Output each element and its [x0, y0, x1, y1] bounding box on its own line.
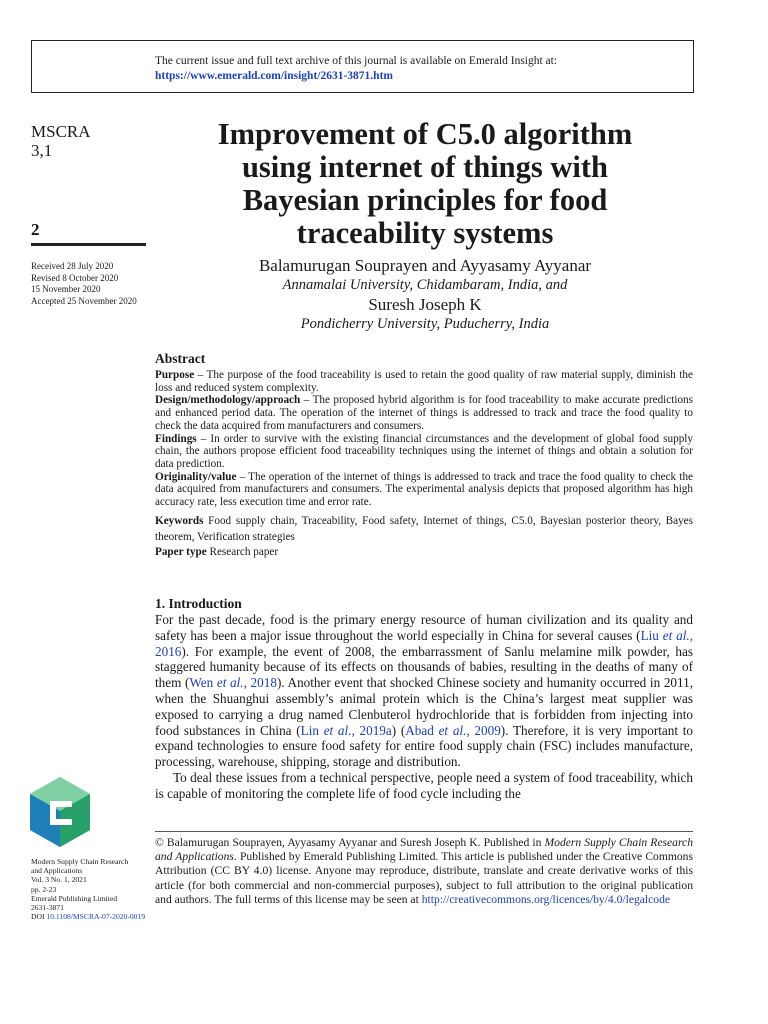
- abstract-paper-type: [155, 546, 693, 559]
- abstract-findings: [155, 433, 693, 471]
- originality-text: – The operation of the internet of things is addressed to track and trace the food quality to check the data acquired from manufacturers and consumers. The experimental analysis depicts that proposed algorithm has high accuracy rate, less execution time and error rate.: [155, 470, 693, 509]
- findings-text: – In order to survive with the existing financial circumstances and the development of global food supply chain, the authors propose efficient food traceability techniques using the internet of things and obtain a solution for data prediction.: [155, 432, 693, 470]
- design-label: Design/methodology/approach: [155, 394, 301, 407]
- date-revised: Revised 8 October 2020: [31, 272, 119, 283]
- ref-year: , 2019a: [351, 722, 392, 738]
- footnote-text: . Published by Emerald Publishing Limited. This article is published under the Creative Commons Attribution (CC BY 4.0) license. Anyone may reproduce, distribute, translate and create derivative works of this article (for both commercial and non-commercial purposes), subject to full attribution to the original publication and authors. The full terms of this license may be seen at: [155, 850, 693, 906]
- pubinfo-line: Modern Supply Chain Research: [31, 857, 129, 866]
- ref-etal: et al.: [323, 722, 352, 738]
- papertype-text: Research paper: [206, 545, 279, 558]
- findings-label: Findings: [155, 432, 197, 445]
- ref-year: , 2016: [155, 627, 693, 659]
- originality-label: Originality/value: [155, 470, 237, 483]
- volume-issue: 3,1: [31, 141, 53, 160]
- pubinfo-line: and Applications: [31, 866, 83, 876]
- ref-wen-2018[interactable]: [189, 675, 277, 690]
- title-line: using internet of things with: [241, 150, 609, 184]
- introduction-body: [155, 612, 693, 802]
- ref-author: Lin: [300, 722, 324, 738]
- ref-year: , 2018: [243, 675, 277, 691]
- intro-text: ). For example, the event of 2008, the embarrassment of Sanlu melamine milk powder, has staggered humanity because of its effects on thousands of babies, resulting in the deaths of many of them (: [155, 643, 693, 691]
- doi-link[interactable]: 10.1108/MSCRA-07-2020-0019: [46, 912, 146, 922]
- date-revised-2: 15 November 2020: [31, 284, 101, 294]
- page-number: 2: [31, 220, 40, 239]
- ref-author: Abad: [405, 722, 439, 738]
- doi-label: DOI: [31, 912, 45, 922]
- abstract-originality: [155, 471, 693, 509]
- purpose-label: Purpose: [155, 369, 195, 381]
- title-line: traceability systems: [296, 216, 554, 250]
- paper-title: [160, 118, 690, 250]
- authors-line-1: Balamurugan Souprayen and Ayyasamy Ayyanar: [258, 256, 592, 275]
- affiliation-2: Pondicherry University, Puducherry, India: [300, 316, 550, 332]
- intro-paragraph-2: To deal these issues from a technical perspective, people need a system of food traceability, which is capable of monitoring the complete life of food cycle including the: [155, 769, 693, 801]
- abstract-purpose: [155, 369, 693, 394]
- journal-url-link[interactable]: https://www.emerald.com/insight/2631-3871.htm: [155, 70, 393, 82]
- page-number-rule: [31, 243, 146, 246]
- introduction-heading: 1. Introduction: [155, 596, 242, 611]
- ref-etal: et al.: [662, 627, 690, 643]
- papertype-label: Paper type: [155, 545, 207, 558]
- abstract-keywords: [155, 513, 693, 545]
- keywords-text: Food supply chain, Traceability, Food safety, Internet of things, C5.0, Bayesian posterior theory, Bayes theorem, Verification strategies: [155, 514, 693, 543]
- ref-year: , 2009: [466, 722, 501, 738]
- pubinfo-line: Vol. 3 No. 1, 2021: [31, 875, 87, 885]
- ref-abad-2009[interactable]: [405, 723, 501, 738]
- journal-logo-icon: [28, 775, 92, 849]
- title-line: Improvement of C5.0 algorithm: [217, 117, 633, 151]
- publication-info: [31, 857, 146, 921]
- notice-line: The current issue and full text archive of this journal is available on Emerald Insight at:: [155, 55, 558, 67]
- footnote-rule: [155, 831, 693, 832]
- footnote-text: © Balamurugan Souprayen, Ayyasamy Ayyanar and Suresh Joseph K. Published in: [155, 836, 545, 849]
- article-dates: [31, 261, 156, 307]
- ref-etal: et al.: [438, 722, 467, 738]
- journal-abbreviation: [31, 122, 91, 160]
- journal-abbr-text: MSCRA: [31, 122, 91, 141]
- intro-text: For the past decade, food is the primary energy resource of human civilization and its quality and safety has been a major issue throughout the world especially in China for several causes (: [155, 612, 693, 643]
- footnote-journal-name: Modern Supply Chain Research and Applications: [155, 836, 694, 864]
- ref-etal: et al.: [216, 675, 244, 691]
- ref-author: Wen: [189, 675, 217, 691]
- notice-text: [155, 54, 557, 84]
- pubinfo-line: Emerald Publishing Limited: [31, 893, 118, 903]
- intro-paragraph-1: [155, 612, 693, 770]
- ref-author: Liu: [640, 627, 663, 643]
- affiliation-1: Annamalai University, Chidambaram, India, and: [282, 277, 568, 293]
- intro-text: ). Therefore, it is very important to expand technologies to ensure food safety for entire food supply chain (FSC) includes manufacture, processing, warehouse, shipping, storage and distribution.: [155, 722, 693, 770]
- design-text: – The proposed hybrid algorithm is for food traceability to make accurate predictions and enhanced period data. The operation of the internet of things is addressed to track and trace the food quality to check the data acquired from manufacturers and consumers.: [155, 394, 693, 432]
- keywords-label: Keywords: [155, 514, 204, 527]
- pubinfo-line: 2631-3871: [31, 903, 64, 913]
- abstract-body: [155, 369, 693, 558]
- date-received: Received 28 July 2020: [31, 261, 114, 271]
- intro-text: ). Another event that shocked Chinese society and humanity occurred in 2011, when the Shuanghui assembly’s animal protein which is the China’s largest meat supplier was exposed to carrying a drug named Clenbuterol hydrochloride that is forbidden from injecting into food substances in China (: [155, 675, 693, 738]
- purpose-text: – The purpose of the food traceability is used to retain the good quality of raw material supply, diminish the loss and reduced system complexity.: [155, 369, 693, 394]
- authors-line-2: Suresh Joseph K: [368, 295, 482, 314]
- copyright-footnote: [155, 836, 693, 907]
- license-link[interactable]: http://creativecommons.org/licences/by/4.0/legalcode: [421, 892, 671, 906]
- title-line: Bayesian principles for food: [242, 183, 608, 217]
- ref-lin-2019a[interactable]: [301, 723, 392, 738]
- abstract-design: [155, 394, 693, 432]
- date-accepted: Accepted 25 November 2020: [31, 295, 137, 306]
- abstract-heading: Abstract: [155, 351, 206, 366]
- doi-line: [31, 912, 146, 921]
- intro-text: ) (: [391, 722, 406, 738]
- pubinfo-line: pp. 2-23: [31, 884, 57, 894]
